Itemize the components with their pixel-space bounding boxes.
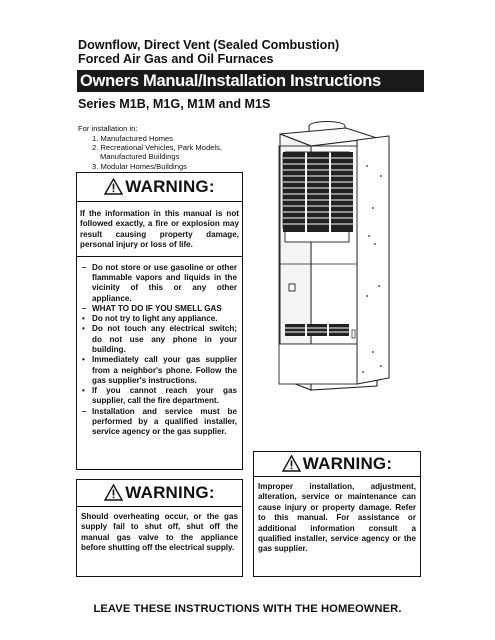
installation-item: 1. Manufactured Homes	[92, 134, 174, 143]
installation-item: 3. Modular Homes/Buildings	[92, 161, 187, 171]
warning-installation-text: Improper installation, adjustment, alteration, service or maintenance can cause injury or property damage. Refer to this manual. For assistance or additional information consult a qualified installer, service agency or the gas supplier.	[258, 482, 416, 554]
list-item: – Installation and service must be performed by a qualified installer, service agency or the gas supplier.	[82, 406, 237, 437]
warning-heading: WARNING:	[254, 454, 420, 474]
warning-box-installation	[253, 451, 421, 577]
warning-triangle-icon	[282, 455, 301, 472]
warning-heading: WARNING:	[77, 483, 242, 503]
list-item: • Immediately call your gas supplier from a neighbor's phone. Follow the gas supplier's instructions.	[82, 355, 237, 385]
warning-overheating-text: Should overheating occur, or the gas supply fail to shut off, shut off the manual gas valve to the appliance before shutting off the electrical supply.	[81, 512, 238, 553]
footer-instruction: LEAVE THESE INSTRUCTIONS WITH THE HOMEOWNER.	[93, 603, 402, 615]
warning-main-list	[77, 257, 242, 438]
installation-item: 2. Recreational Vehicles, Park Models, Manufactured Buildings	[92, 143, 223, 162]
inspection-window	[289, 284, 295, 291]
warning-box-overheating	[76, 479, 243, 577]
series-heading: Series M1B, M1G, M1M and M1S	[78, 97, 271, 111]
warning-heading: WARNING:	[77, 177, 242, 197]
furnace-illustration	[263, 116, 395, 396]
installation-intro: For installation in:	[78, 124, 138, 133]
list-item: • Do not touch any electrical switch; do not use any phone in your building.	[82, 324, 237, 354]
list-item: • Do not try to light any appliance.	[82, 314, 218, 324]
subtitle-line-1: Downflow, Direct Vent (Sealed Combustion)	[78, 38, 340, 52]
subtitle-line-2: Forced Air Gas and Oil Furnaces	[78, 52, 274, 66]
list-item: • If you cannot reach your gas supplier, call the fire department.	[82, 386, 237, 406]
warning-triangle-icon	[104, 484, 123, 501]
installation-list	[92, 134, 247, 171]
warning-main-intro: If the information in this manual is not followed exactly, a fire or explosion may result causing property damage, personal injury or loss of life.	[80, 209, 239, 250]
page-title: Owners Manual/Installation Instructions	[77, 70, 424, 92]
warning-triangle-icon	[104, 178, 123, 195]
warning-box-main	[76, 172, 243, 470]
list-item: – Do not store or use gasoline or other flammable vapors and liquids in the vicinity of this or any other appliance.	[82, 262, 237, 303]
list-item: – WHAT TO DO IF YOU SMELL GAS	[82, 303, 222, 313]
